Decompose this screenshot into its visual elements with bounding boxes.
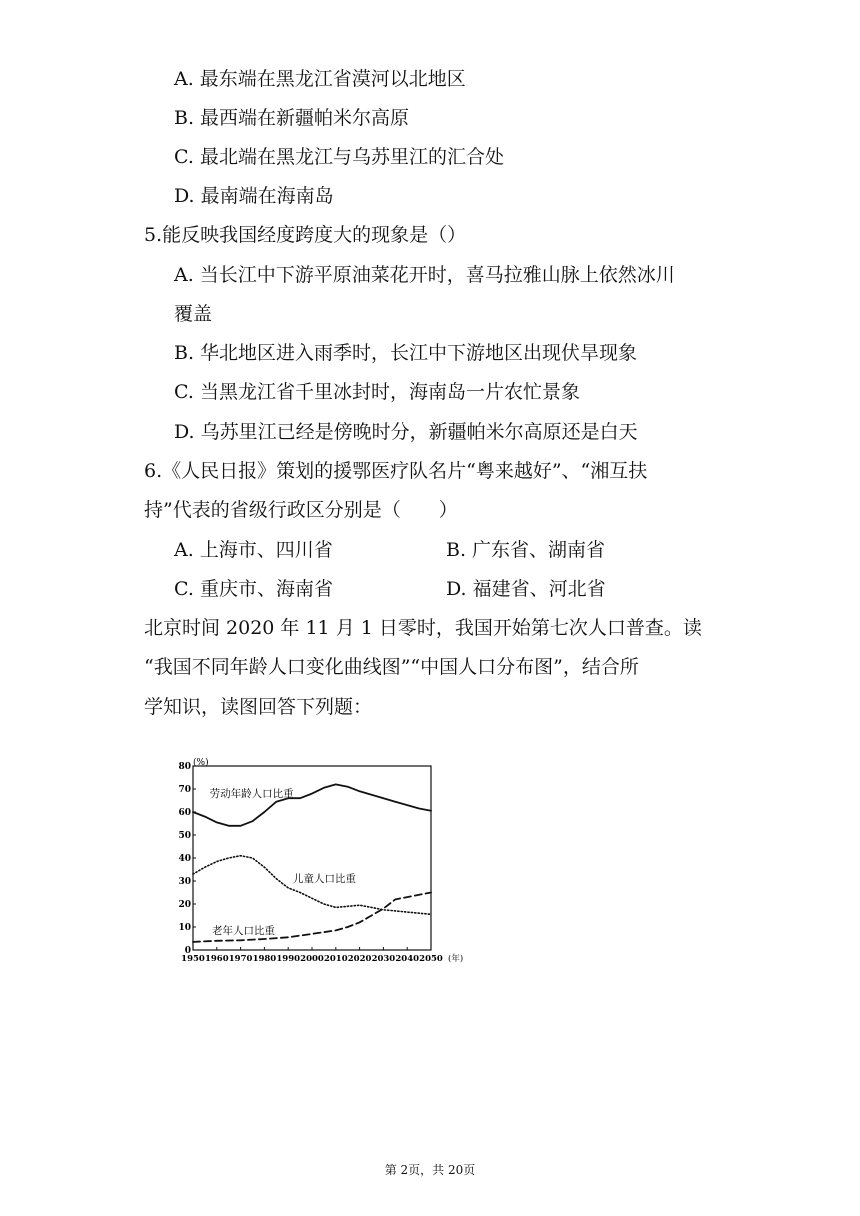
q5-option-a: A. 当长江中下游平原油菜花开时，喜马拉雅山脉上依然冰川 xyxy=(174,264,675,286)
y-axis-label: (%) xyxy=(193,758,209,768)
x-tick-label: 2000 xyxy=(300,954,324,964)
y-tick-label: 60 xyxy=(178,808,191,818)
y-tick-label: 70 xyxy=(178,785,191,795)
y-tick-label: 40 xyxy=(178,854,191,864)
chart-labels xyxy=(210,787,357,937)
y-tick-label: 80 xyxy=(178,762,191,772)
q6-option-a: A. 上海市、四川省 xyxy=(174,539,333,561)
x-tick-label: 2020 xyxy=(347,954,372,964)
population-chart xyxy=(178,755,478,970)
x-axis-label: (年) xyxy=(448,954,464,964)
x-tick-label: 1970 xyxy=(228,954,253,964)
series-label-1: 劳动年龄人口比重 xyxy=(209,788,294,801)
q4-option-b: B. 最西端在新疆帕米尔高原 xyxy=(174,107,410,129)
y-tick-label: 30 xyxy=(178,877,191,887)
y-tick-label: 10 xyxy=(178,923,191,933)
intro-line-2: “我国不同年龄人口变化曲线图”“中国人口分布图”，结合所 xyxy=(144,656,639,678)
intro-line-3: 学知识，读图回答下列题： xyxy=(144,696,373,718)
y-tick-label: 20 xyxy=(178,900,191,910)
q5-option-b: B. 华北地区进入雨季时，长江中下游地区出现伏旱现象 xyxy=(174,342,638,364)
q4-option-d: D. 最南端在海南岛 xyxy=(174,185,334,207)
x-tick-label: 2030 xyxy=(371,954,396,964)
series-label-2: 儿童人口比重 xyxy=(292,873,356,886)
x-tick-label: 2010 xyxy=(323,954,348,964)
chart-series xyxy=(193,784,431,942)
q6-option-b: B. 广东省、湖南省 xyxy=(446,539,606,561)
q5-option-c: C. 当黑龙江省千里冰封时，海南岛一片农忙景象 xyxy=(174,381,580,403)
series-label-3: 老年人口比重 xyxy=(212,924,276,937)
q5-stem: 5.能反映我国经度跨度大的现象是（） xyxy=(144,224,467,246)
y-tick-label: 0 xyxy=(184,946,191,956)
q6-option-d: D. 福建省、河北省 xyxy=(446,578,606,600)
q5-option-a-cont: 覆盖 xyxy=(174,303,213,325)
q5-option-d: D. 乌苏里江已经是傍晚时分，新疆帕米尔高原还是白天 xyxy=(174,421,638,443)
intro-line-1: 北京时间 2020 年 11 月 1 日零时，我国开始第七次人口普查。读 xyxy=(144,617,702,639)
x-tick-label: 1980 xyxy=(252,954,277,964)
page-footer: 第 2页，共 20页 xyxy=(384,1163,476,1177)
x-tick-label: 1950 xyxy=(181,954,205,964)
x-tick-label: 2050 xyxy=(419,954,443,964)
x-tick-label: 1960 xyxy=(204,954,229,964)
x-tick-label: 2040 xyxy=(395,954,420,964)
q6-option-c: C. 重庆市、海南省 xyxy=(174,578,333,600)
q6-stem-cont: 持”代表的省级行政区分别是（ ） xyxy=(144,499,458,521)
y-tick-label: 50 xyxy=(178,831,191,841)
q4-option-a: A. 最东端在黑龙江省漠河以北地区 xyxy=(174,68,466,90)
q4-option-c: C. 最北端在黑龙江与乌苏里江的汇合处 xyxy=(174,146,504,168)
q6-stem: 6.《人民日报》策划的援鄂医疗队名片“粤来越好”、“湘互扶 xyxy=(144,460,648,482)
x-tick-label: 1990 xyxy=(276,954,301,964)
